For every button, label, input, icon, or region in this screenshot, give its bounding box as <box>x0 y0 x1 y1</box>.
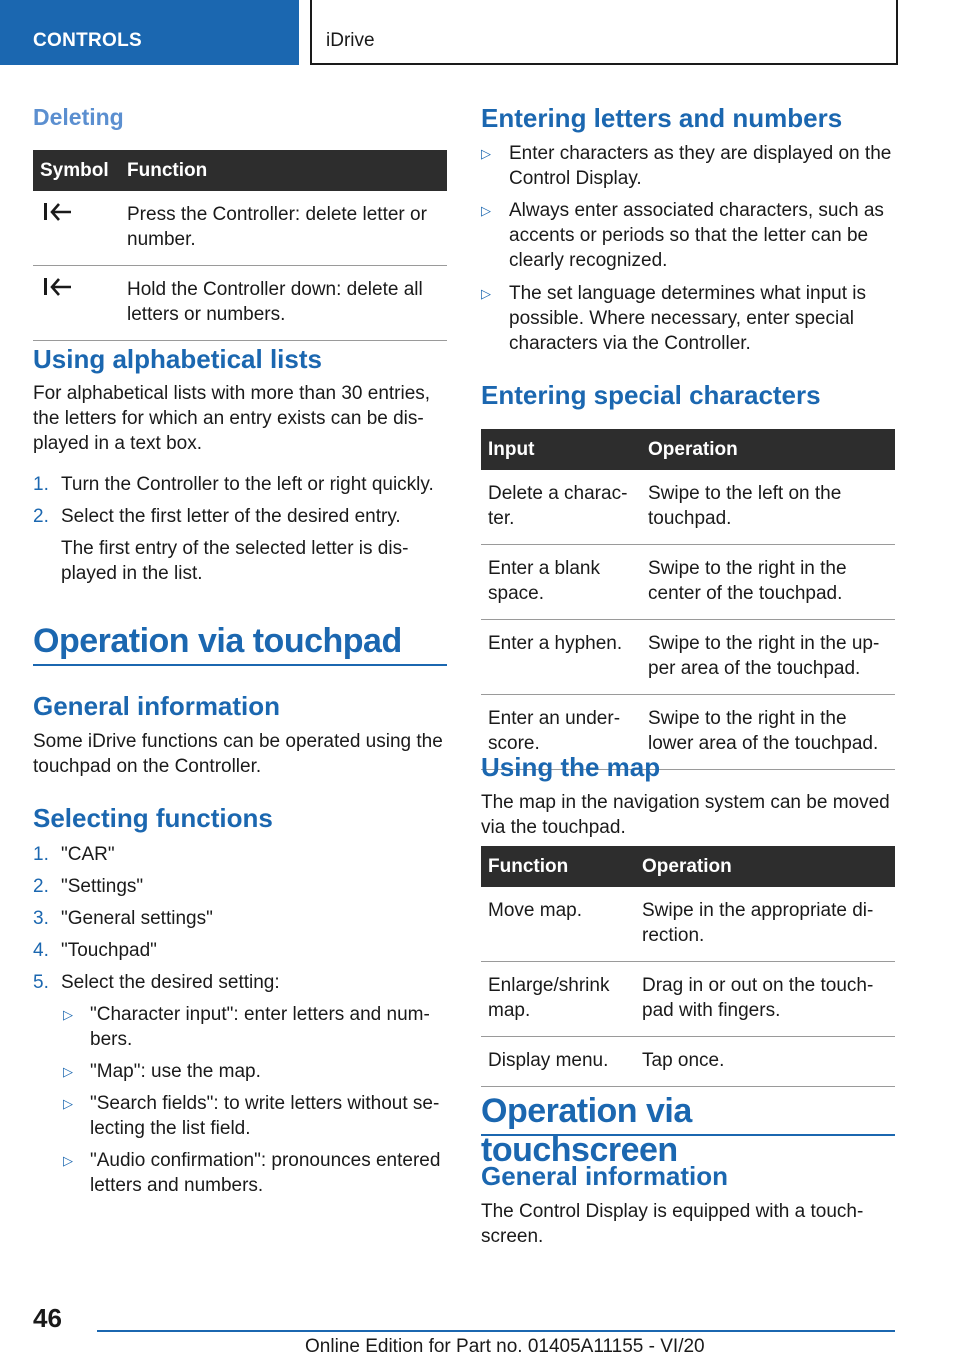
chapter-tab <box>310 0 898 65</box>
triangle-bullet-icon: ▷ <box>63 1007 73 1022</box>
table-cell: Swipe in the appropriate direction. <box>635 887 895 962</box>
step-text: Turn the Controller to the left or right quickly. <box>61 474 434 495</box>
table-row <box>481 887 895 962</box>
table-cell: Move map. <box>481 887 635 962</box>
column-header: Function <box>481 846 635 887</box>
table-row <box>481 962 895 1037</box>
symbol-cell <box>33 266 120 341</box>
table-cell: Enlarge/shrink map. <box>481 962 635 1037</box>
section-rule <box>33 664 447 666</box>
deleting-table <box>33 150 447 341</box>
step-number: 1. <box>33 474 49 495</box>
table-row <box>481 545 895 620</box>
option-text: "Character input": enter letters and numbers. <box>90 1004 430 1050</box>
column-header: Input <box>481 429 641 470</box>
function-cell: Press the Controller: delete letter or number. <box>120 191 447 266</box>
special-table-wrap <box>481 429 895 770</box>
table-row <box>33 191 447 266</box>
deleting-heading: Deleting <box>33 104 124 130</box>
column-header: Operation <box>641 429 895 470</box>
step-text: "Settings" <box>61 876 144 897</box>
selecting-heading: Selecting functions <box>33 803 273 833</box>
step-number: 5. <box>33 972 49 993</box>
table-row <box>481 620 895 695</box>
page-number: 46 <box>33 1303 62 1333</box>
touchpad-heading: Operation via touchpad <box>33 622 402 660</box>
touchpad-general-heading: General information <box>33 691 281 721</box>
table-cell: Drag in or out on the touchpad with fingers. <box>635 962 895 1037</box>
step-number: 2. <box>33 876 49 897</box>
alpha-heading: Using alphabetical lists <box>33 344 322 374</box>
table-cell: Swipe to the left on the touchpad. <box>641 470 895 545</box>
table-header-row <box>481 846 895 887</box>
triangle-bullet-icon: ▷ <box>481 203 491 218</box>
chapter-title: iDrive <box>326 30 375 51</box>
symbol-cell <box>33 191 120 266</box>
section-title: CONTROLS <box>33 30 143 51</box>
step-text: Select the first letter of the desired entry. <box>61 506 401 527</box>
table-cell: Swipe to the right in the lower area of the touchpad. <box>641 695 895 770</box>
step-text: "Touchpad" <box>61 940 157 961</box>
triangle-bullet-icon: ▷ <box>481 286 491 301</box>
deleting-table-wrap <box>33 150 447 341</box>
alpha-note: The first entry of the selected letter is displayed in the list. <box>61 538 409 584</box>
touchscreen-general-text: The Control Display is equipped with a touchscreen. <box>481 1201 864 1247</box>
option-text: "Audio confirmation": pronounces entered letters and numbers. <box>90 1150 441 1196</box>
bullet-text: Always enter associated characters, such as accents or periods so that the letter can be clearly recognized. <box>509 200 884 271</box>
special-heading: Entering special characters <box>481 380 821 410</box>
triangle-bullet-icon: ▷ <box>63 1153 73 1168</box>
step-number: 1. <box>33 844 49 865</box>
bullet-text: The set language determines what input is possible. Where necessary, enter special characters via the Controller. <box>509 283 866 354</box>
step-text: "General settings" <box>61 908 213 929</box>
table-row <box>33 266 447 341</box>
step-number: 3. <box>33 908 49 929</box>
special-table <box>481 429 895 770</box>
table-cell: Enter a blank space. <box>481 545 641 620</box>
delete-letter-icon <box>44 202 74 222</box>
option-text: "Map": use the map. <box>90 1061 261 1082</box>
column-header: Operation <box>635 846 895 887</box>
touchscreen-general-heading: General information <box>481 1161 729 1191</box>
touchscreen-heading: Operation via touchscreen <box>481 1092 692 1169</box>
section-rule <box>481 1134 895 1136</box>
bullet-text: Enter characters as they are displayed on the Control Display. <box>509 143 892 189</box>
section-tab <box>0 0 299 65</box>
table-row <box>481 470 895 545</box>
option-text: "Search fields": to write letters without selecting the list field. <box>90 1093 440 1139</box>
table-cell: Enter a hyphen. <box>481 620 641 695</box>
table-header-row <box>33 150 447 191</box>
map-table <box>481 846 895 1087</box>
step-text: "CAR" <box>61 844 115 865</box>
step-number: 4. <box>33 940 49 961</box>
map-table-wrap <box>481 846 895 1087</box>
table-cell: Swipe to the right in the center of the touchpad. <box>641 545 895 620</box>
map-heading: Using the map <box>481 752 661 782</box>
delete-all-icon <box>44 277 74 297</box>
column-header: Function <box>120 150 447 191</box>
function-cell: Hold the Controller down: delete all letters or numbers. <box>120 266 447 341</box>
triangle-bullet-icon: ▷ <box>63 1064 73 1079</box>
table-cell: Delete a character. <box>481 470 641 545</box>
map-intro: The map in the navigation system can be moved via the touchpad. <box>481 792 890 838</box>
alpha-intro: For alphabetical lists with more than 30 entries, the letters for which an entry exists can be displayed in a text box. <box>33 383 431 454</box>
step-number: 2. <box>33 506 49 527</box>
column-header: Symbol <box>33 150 120 191</box>
touchpad-general-text: Some iDrive functions can be operated using the touchpad on the Controller. <box>33 731 443 777</box>
footer-rule <box>97 1330 895 1332</box>
step-text: Select the desired setting: <box>61 972 280 993</box>
table-cell: Enter an underscore. <box>481 695 641 770</box>
table-header-row <box>481 429 895 470</box>
table-cell: Display menu. <box>481 1037 635 1087</box>
triangle-bullet-icon: ▷ <box>63 1096 73 1111</box>
entering-heading: Entering letters and numbers <box>481 103 843 133</box>
triangle-bullet-icon: ▷ <box>481 146 491 161</box>
edition-note: Online Edition for Part no. 01405A11155 - VI/20 <box>305 1336 705 1357</box>
table-row <box>481 1037 895 1087</box>
table-cell: Swipe to the right in the upper area of the touchpad. <box>641 620 895 695</box>
table-cell: Tap once. <box>635 1037 895 1087</box>
